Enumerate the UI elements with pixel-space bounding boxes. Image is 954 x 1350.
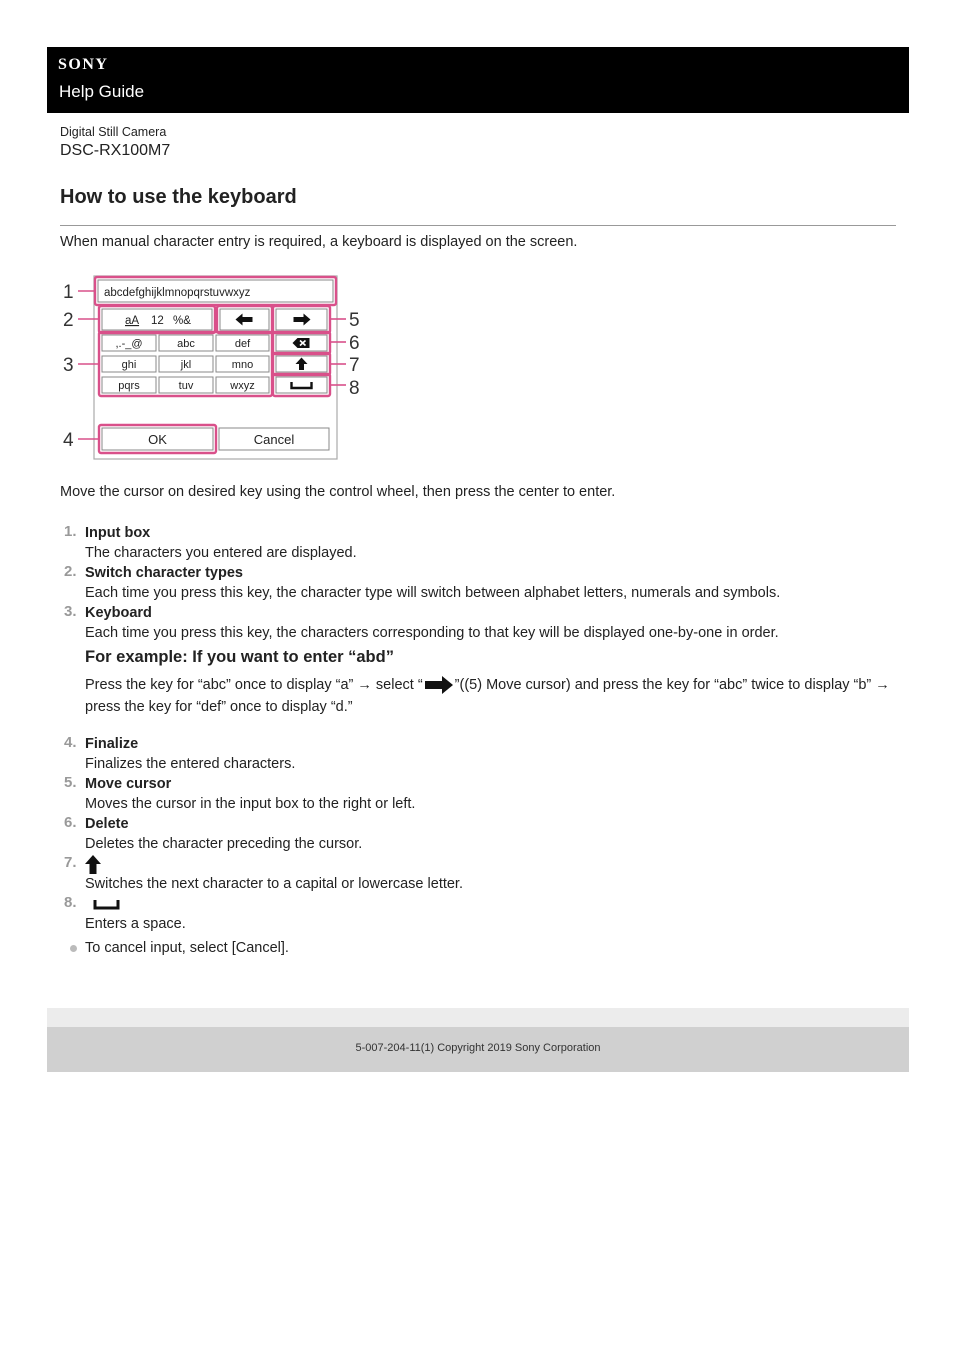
bullet-icon	[70, 945, 77, 952]
item-term: Delete	[85, 816, 129, 832]
example-text-after: ”((5) Move cursor) and press the key for “abc” twice to display “b” → press the key for “def” once to display “d.”	[85, 677, 890, 715]
page-header	[47, 47, 909, 113]
item-term: Switch character types	[85, 565, 243, 581]
callout-2: 2	[63, 310, 74, 331]
item-term: Keyboard	[85, 605, 152, 621]
item-desc: Each time you press this key, the character type will switch between alphabet letters, numerals and symbols.	[85, 585, 781, 601]
item-desc: Switches the next character to a capital or lowercase letter.	[85, 876, 463, 892]
list-item	[60, 854, 890, 894]
item-term	[85, 854, 890, 874]
item-desc: Moves the cursor in the input box to the right or left.	[85, 796, 416, 812]
list-item	[60, 563, 890, 603]
key-jkl-label: jkl	[180, 359, 192, 371]
item-desc: Deletes the character preceding the cursor.	[85, 836, 363, 852]
item-desc: Enters a space.	[85, 916, 186, 932]
example-text	[85, 674, 890, 718]
item-number: 7.	[64, 854, 77, 871]
input-box-text: abcdefghijklmnopqrstuvwxyz	[104, 287, 251, 299]
list-item	[60, 734, 890, 774]
callout-7: 7	[349, 355, 360, 376]
callout-4: 4	[63, 430, 74, 451]
example-heading: For example: If you want to enter “abd”	[85, 648, 394, 666]
example-text-before: Press the key for “abc” once to display “a” → select “	[85, 677, 423, 693]
item-term: Input box	[85, 525, 151, 541]
key-symbols-label: ,.-_@	[115, 338, 143, 350]
item-desc: Finalizes the entered characters.	[85, 756, 296, 772]
callout-8: 8	[349, 378, 360, 399]
sony-logo: SONY	[58, 56, 109, 73]
type-numeral-label: 12	[151, 315, 164, 327]
item-number: 4.	[64, 734, 77, 751]
item-number: 6.	[64, 814, 77, 831]
item-term: Move cursor	[85, 776, 172, 792]
item-number: 8.	[64, 894, 77, 911]
title-divider	[60, 225, 896, 226]
space-bar-icon	[93, 897, 127, 911]
right-arrow-icon	[425, 676, 453, 694]
key-wxyz-label: wxyz	[230, 380, 255, 392]
page-footer	[47, 1027, 909, 1072]
product-model: DSC-RX100M7	[60, 142, 171, 159]
note-text: To cancel input, select [Cancel].	[85, 940, 289, 956]
help-guide-label: Help Guide	[59, 82, 145, 101]
list-item	[60, 603, 890, 718]
item-number: 3.	[64, 603, 77, 620]
list-item	[60, 523, 890, 563]
key-def-label: def	[234, 338, 251, 350]
item-term: Finalize	[85, 736, 139, 752]
description-list	[60, 523, 890, 958]
footer-top-band	[47, 1008, 909, 1027]
instruction-text: Move the cursor on desired key using the control wheel, then press the center to enter.	[60, 484, 616, 500]
list-item	[60, 814, 890, 854]
key-tuv-label: tuv	[178, 380, 194, 392]
space-key	[276, 377, 327, 393]
callout-3: 3	[63, 355, 74, 376]
item-desc: Each time you press this key, the characters corresponding to that key will be displayed one-by-one in order.	[85, 625, 779, 641]
type-alpha-label: aA	[125, 315, 140, 327]
list-item	[60, 774, 890, 814]
key-abc-label: abc	[177, 338, 195, 350]
cancel-note	[60, 938, 890, 958]
key-ghi-label: ghi	[121, 359, 137, 371]
page-title: How to use the keyboard	[60, 186, 297, 208]
cancel-button-label: Cancel	[253, 432, 295, 447]
intro-text: When manual character entry is required, a keyboard is displayed on the screen.	[60, 234, 578, 250]
ok-button-label: OK	[148, 432, 167, 447]
item-term	[85, 894, 890, 914]
item-number: 5.	[64, 774, 77, 791]
copyright-text: 5-007-204-11(1) Copyright 2019 Sony Corporation	[355, 1042, 601, 1054]
item-number: 2.	[64, 563, 77, 580]
product-category: Digital Still Camera	[60, 125, 167, 139]
type-symbol-label: %&	[173, 315, 191, 327]
character-key-grid	[102, 335, 269, 393]
item-number: 1.	[64, 523, 77, 540]
shift-up-arrow-icon	[85, 855, 101, 874]
callout-5: 5	[349, 310, 360, 331]
item-desc: The characters you entered are displayed.	[85, 545, 357, 561]
keyboard-diagram	[58, 272, 368, 468]
callout-6: 6	[349, 333, 360, 354]
key-pqrs-label: pqrs	[118, 380, 140, 392]
callout-1: 1	[63, 282, 74, 303]
key-mno-label: mno	[231, 359, 254, 371]
list-item	[60, 894, 890, 934]
